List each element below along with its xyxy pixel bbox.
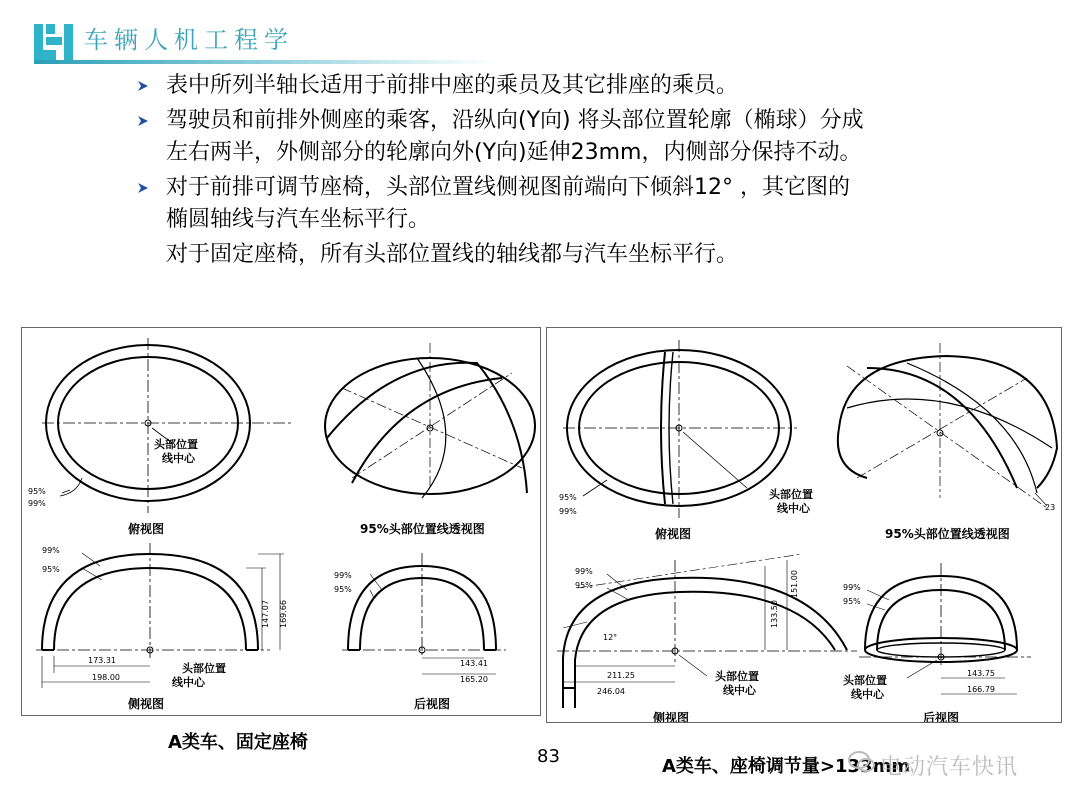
figure-adjustable-seat-drawing (547, 328, 1061, 722)
center-label: 线中心 (723, 684, 756, 697)
dimension-label: 169.66 (279, 600, 288, 628)
percentile-label: 95% (559, 493, 577, 502)
header-title: 车辆人机工程学 (84, 26, 294, 54)
page-number: 83 (537, 746, 560, 767)
bullet-text: 对于固定座椅，所有头部位置线的轴线都与汽车坐标平行。 (166, 242, 739, 267)
percentile-label: 99% (559, 507, 577, 516)
center-label: 线中心 (172, 676, 205, 689)
dimension-label: 165.20 (460, 675, 488, 684)
bullet-list (136, 70, 1056, 274)
dimension-label: 143.75 (967, 669, 995, 678)
center-label: 头部位置 (769, 488, 813, 501)
figure-adjustable-seat (546, 327, 1062, 723)
percentile-label: 95% (334, 585, 352, 594)
center-label: 头部位置 (715, 670, 759, 683)
center-label: 头部位置 (154, 438, 198, 451)
dimension-label: 246.04 (597, 687, 625, 696)
view-label: 95%头部位置线透视图 (360, 522, 485, 536)
bullet-continuation (136, 204, 1056, 236)
bullet-item (136, 172, 1056, 204)
view-label: 侧视图 (128, 697, 165, 711)
percentile-label: 99% (575, 567, 593, 576)
percentile-label: 99% (28, 499, 46, 508)
percentile-label: 95% (575, 581, 593, 590)
dimension-label: 133.50 (770, 600, 779, 628)
dimension-label: 198.00 (92, 673, 120, 682)
dimension-label: 211.25 (607, 671, 635, 680)
arrow-bullet-icon (136, 181, 150, 195)
dimension-label: 166.79 (967, 685, 995, 694)
center-label: 头部位置 (843, 674, 887, 687)
figure-fixed-seat (21, 327, 541, 716)
bullet-continuation (136, 137, 1056, 169)
bullet-text: 表中所列半轴长适用于前排中座的乘员及其它排座的乘员。 (166, 73, 739, 98)
center-label: 线中心 (162, 452, 195, 465)
dimension-label: 173.31 (88, 656, 116, 665)
logo-icon (34, 20, 78, 64)
left-figure-caption: A类车、固定座椅 (168, 732, 308, 753)
arrow-bullet-icon (136, 79, 150, 93)
view-label: 俯视图 (655, 527, 692, 541)
percentile-label: 95% (843, 597, 861, 606)
percentile-label: 99% (334, 571, 352, 580)
center-label: 线中心 (851, 688, 884, 701)
angle-label: 12° (603, 633, 618, 642)
bullet-continuation (136, 239, 1056, 271)
dimension-label: 147.07 (261, 600, 270, 628)
bullet-item (136, 105, 1056, 137)
view-label: 后视图 (923, 711, 960, 722)
percentile-label: 99% (843, 583, 861, 592)
view-label: 俯视图 (128, 522, 165, 536)
view-label: 侧视图 (653, 711, 690, 722)
header-divider (34, 60, 494, 64)
bullet-text: 椭圆轴线与汽车坐标平行。 (166, 207, 431, 232)
percentile-label: 95% (42, 565, 60, 574)
bullet-item (136, 70, 1056, 102)
wechat-icon (848, 748, 876, 776)
watermark-text: 电动汽车快讯 (880, 755, 1019, 780)
dimension-label: 151.00 (790, 570, 799, 598)
arrow-bullet-icon (136, 114, 150, 128)
percentile-label: 99% (42, 546, 60, 555)
dimension-label: 23 (1045, 503, 1056, 512)
bullet-text: 驾驶员和前排外侧座的乘客，沿纵向(Y向) 将头部位置轮廓（椭球）分成 (166, 108, 864, 133)
view-label: 后视图 (414, 697, 451, 711)
figure-fixed-seat-drawing (22, 328, 540, 715)
bullet-text: 左右两半，外侧部分的轮廓向外(Y向)延伸23mm，内侧部分保持不动。 (166, 140, 862, 165)
center-label: 头部位置 (182, 662, 226, 675)
dimension-label: 143.41 (460, 659, 488, 668)
view-label: 95%头部位置线透视图 (885, 527, 1010, 541)
percentile-label: 95% (28, 487, 46, 496)
right-figure-caption: A类车、座椅调节量>133mm (662, 756, 911, 777)
bullet-text: 对于前排可调节座椅，头部位置线侧视图前端向下倾斜12° ，其它图的 (166, 175, 850, 200)
center-label: 线中心 (777, 502, 810, 515)
